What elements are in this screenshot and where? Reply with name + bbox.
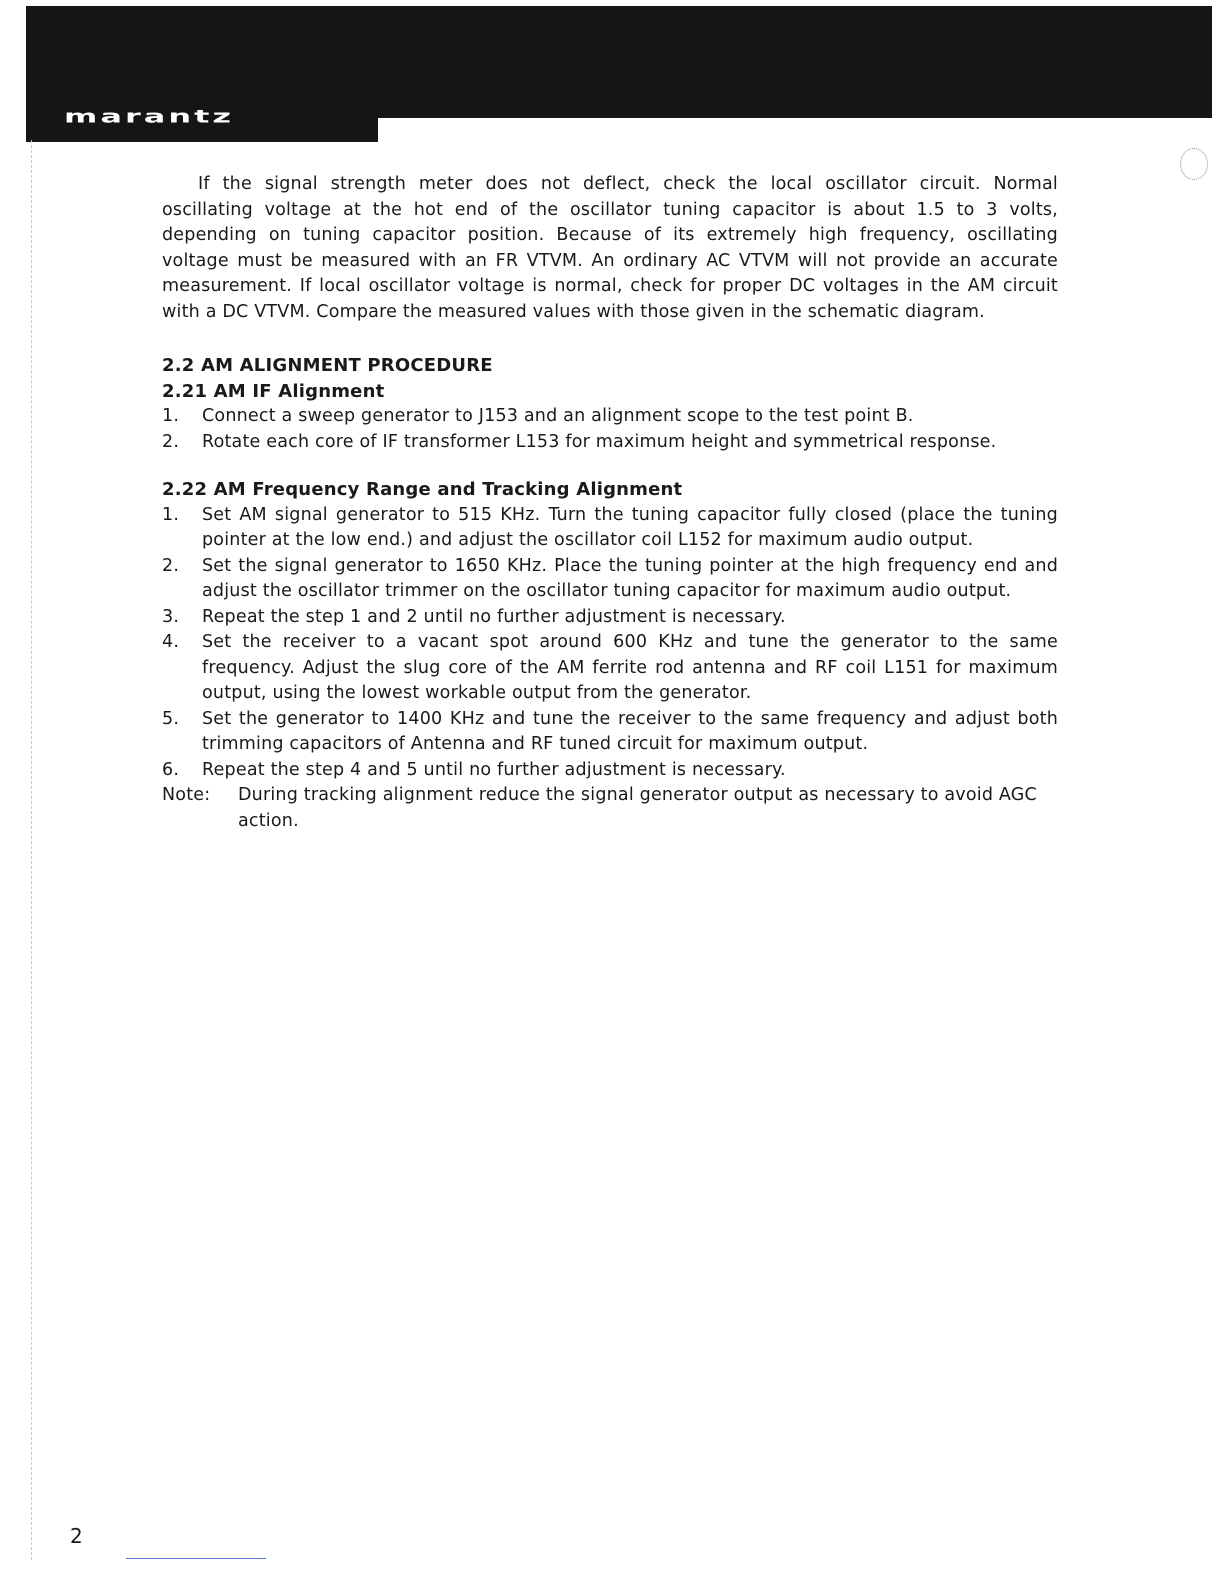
page-content: [162, 172, 1058, 834]
list-item: [162, 404, 1058, 430]
brand-logo: marantz: [64, 105, 235, 127]
step-text: Repeat the step 1 and 2 until no further adjustment is necessary.: [202, 606, 786, 627]
list-item: [162, 630, 1058, 707]
header-band: [26, 6, 1212, 118]
step-text: Set the receiver to a vacant spot around 600 KHz and tune the generator to the same frequency. Adjust the slug core of the AM ferrite rod antenna and RF coil L151 for maximum output, using the lowest workable output from the generator.: [202, 632, 1058, 703]
subsection-heading-2-21: 2.21 AM IF Alignment: [162, 380, 385, 402]
step-text: Rotate each core of IF transformer L153 for maximum height and symmetrical response.: [202, 431, 997, 452]
list-item: [162, 707, 1058, 758]
step-number: 1.: [162, 504, 180, 525]
step-number: 4.: [162, 632, 180, 652]
step-number: 6.: [162, 759, 180, 780]
step-text: Set the signal generator to 1650 KHz. Place the tuning pointer at the high frequency end and adjust the oscillator trimmer on the oscillator tuning capacitor for maximum audio output.: [202, 555, 1058, 601]
step-text: Repeat the step 4 and 5 until no further adjustment is necessary.: [202, 759, 786, 780]
step-number: 2.: [162, 555, 180, 576]
step-number: 2.: [162, 431, 180, 452]
if-alignment-steps: [162, 404, 1058, 455]
step-number: 3.: [162, 606, 180, 627]
step-number: 5.: [162, 708, 180, 729]
tracking-alignment-steps: [162, 503, 1058, 784]
binding-edge: [31, 140, 32, 1560]
intro-paragraph: If the signal strength meter does not deflect, check the local oscillator circuit. Normal oscillating voltage at the hot end of the oscillator tuning capacitor is about 1.5 to 3 volts, depending on tuning capacitor position. Because of its extremely high frequency, oscillating voltage must be measured with an FR VTVM. An ordinary AC VTVM will not provide an accurate measurement. If local oscillator voltage is normal, check for proper DC voltages in the AM circuit with a DC VTVM. Compare the measured values with those given in the schematic diagram.: [162, 174, 1058, 322]
note-label: Note:: [162, 785, 211, 805]
list-item: [162, 430, 1058, 456]
bottom-rule: [126, 1558, 266, 1559]
step-number: 1.: [162, 406, 180, 426]
subsection-heading-2-22: 2.22 AM Frequency Range and Tracking Alignment: [162, 479, 683, 500]
list-item: [162, 605, 1058, 631]
section-heading-2-2: 2.2 AM ALIGNMENT PROCEDURE: [162, 355, 493, 376]
step-text: Set the generator to 1400 KHz and tune the receiver to the same frequency and adjust both trimming capacitors of Antenna and RF tuned circuit for maximum output.: [202, 708, 1058, 754]
list-item: [162, 503, 1058, 554]
list-item: [162, 554, 1058, 605]
step-text: Connect a sweep generator to J153 and an alignment scope to the test point B.: [202, 406, 914, 426]
note-text: During tracking alignment reduce the signal generator output as necessary to avoid AGC action.: [238, 785, 1037, 831]
binder-hole-icon: [1180, 148, 1208, 180]
note-paragraph: [162, 783, 1058, 834]
list-item: [162, 758, 1058, 784]
step-text: Set AM signal generator to 515 KHz. Turn the tuning capacitor fully closed (place the tuning pointer at the low end.) and adjust the oscillator coil L152 for maximum audio output.: [202, 504, 1058, 550]
page-number: 2: [70, 1524, 83, 1548]
